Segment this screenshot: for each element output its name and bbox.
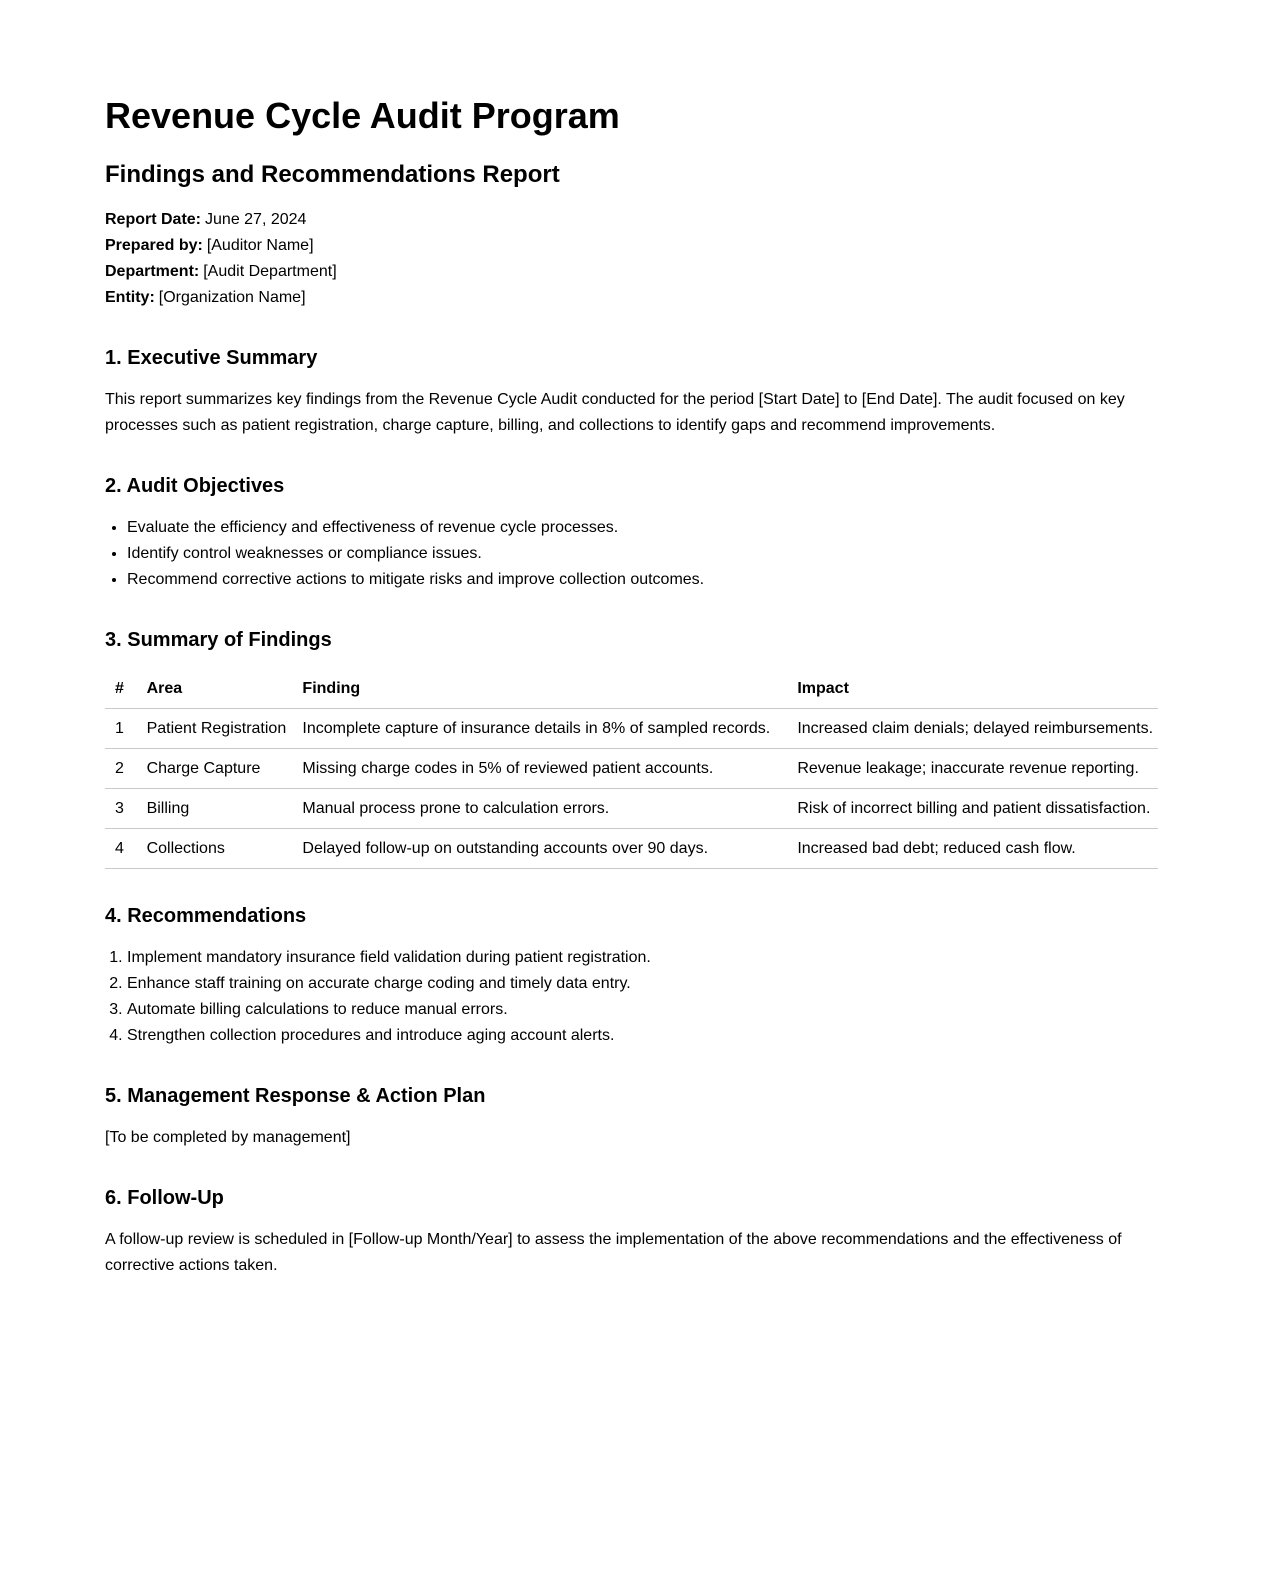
section-audit-objectives	[105, 473, 1158, 593]
table-cell: Billing	[137, 789, 293, 829]
recommendations-list	[105, 945, 1158, 1049]
meta-line-prepared-by	[105, 233, 1158, 259]
findings-table	[105, 669, 1158, 869]
section-heading: 2. Audit Objectives	[105, 475, 285, 498]
meta-line-report-date	[105, 207, 1158, 233]
table-cell: Manual process prone to calculation errors.	[292, 789, 787, 829]
table-cell: 2	[105, 749, 137, 789]
section-heading: 6. Follow-Up	[105, 1187, 224, 1210]
report-meta	[105, 207, 1158, 311]
section-body: [To be completed by management]	[105, 1129, 351, 1147]
meta-value: [Audit Department]	[203, 263, 337, 281]
list-item: • Evaluate the efficiency and effectiveness of revenue cycle processes.	[127, 515, 1158, 541]
table-header-row	[105, 669, 1158, 709]
objectives-list	[105, 515, 1158, 593]
list-item: • Recommend corrective actions to mitigate risks and improve collection outcomes.	[127, 567, 1158, 593]
section-heading: 5. Management Response & Action Plan	[105, 1085, 486, 1108]
meta-value: [Organization Name]	[158, 289, 306, 307]
meta-value: June 27, 2024	[205, 211, 307, 229]
section-summary-of-findings	[105, 627, 1158, 869]
table-cell: Charge Capture	[137, 749, 293, 789]
list-item: 4. Strengthen collection procedures and introduce aging account alerts.	[127, 1023, 1158, 1049]
list-item: 3. Automate billing calculations to reduce manual errors.	[127, 997, 1158, 1023]
table-row	[105, 829, 1158, 869]
section-executive-summary	[105, 345, 1158, 439]
section-follow-up	[105, 1185, 1158, 1279]
table-cell: Delayed follow-up on outstanding accounts over 90 days.	[292, 829, 787, 869]
meta-label: Report Date:	[105, 211, 202, 229]
meta-label: Prepared by:	[105, 237, 203, 255]
table-cell: Incomplete capture of insurance details in 8% of sampled records.	[292, 709, 787, 749]
meta-label: Entity:	[105, 289, 155, 307]
table-cell: 4	[105, 829, 137, 869]
table-header-cell: Impact	[787, 669, 1158, 709]
table-cell: 3	[105, 789, 137, 829]
table-cell: Increased claim denials; delayed reimbursements.	[787, 709, 1158, 749]
table-header-cell: Finding	[292, 669, 787, 709]
list-item: 2. Enhance staff training on accurate charge coding and timely data entry.	[127, 971, 1158, 997]
meta-value: [Auditor Name]	[206, 237, 314, 255]
report-subtitle: Findings and Recommendations Report	[105, 161, 560, 189]
section-recommendations	[105, 903, 1158, 1049]
section-management-response	[105, 1083, 1158, 1151]
table-cell: Missing charge codes in 5% of reviewed patient accounts.	[292, 749, 787, 789]
table-cell: Revenue leakage; inaccurate revenue reporting.	[787, 749, 1158, 789]
section-heading: 3. Summary of Findings	[105, 629, 332, 652]
table-header-cell: Area	[137, 669, 293, 709]
table-row	[105, 749, 1158, 789]
table-cell: Collections	[137, 829, 293, 869]
table-row	[105, 709, 1158, 749]
meta-label: Department:	[105, 263, 200, 281]
section-body: This report summarizes key findings from the Revenue Cycle Audit conducted for the period [Start Date] to [End Date]. The audit focused on key processes such as patient registration, charge capture, billing, and collections to identify gaps and recommend improvements.	[105, 391, 1125, 435]
section-heading: 4. Recommendations	[105, 905, 307, 928]
page-title: Revenue Cycle Audit Program	[105, 95, 620, 136]
table-header-cell: #	[105, 669, 137, 709]
table-cell: 1	[105, 709, 137, 749]
meta-line-department	[105, 259, 1158, 285]
section-body: A follow-up review is scheduled in [Follow-up Month/Year] to assess the implementation of the above recommendations and the effectiveness of corrective actions taken.	[105, 1231, 1122, 1275]
list-item: 1. Implement mandatory insurance field validation during patient registration.	[127, 945, 1158, 971]
section-heading: 1. Executive Summary	[105, 347, 318, 370]
table-cell: Patient Registration	[137, 709, 293, 749]
table-cell: Increased bad debt; reduced cash flow.	[787, 829, 1158, 869]
meta-line-entity	[105, 285, 1158, 311]
table-cell: Risk of incorrect billing and patient dissatisfaction.	[787, 789, 1158, 829]
list-item: • Identify control weaknesses or compliance issues.	[127, 541, 1158, 567]
table-row	[105, 789, 1158, 829]
